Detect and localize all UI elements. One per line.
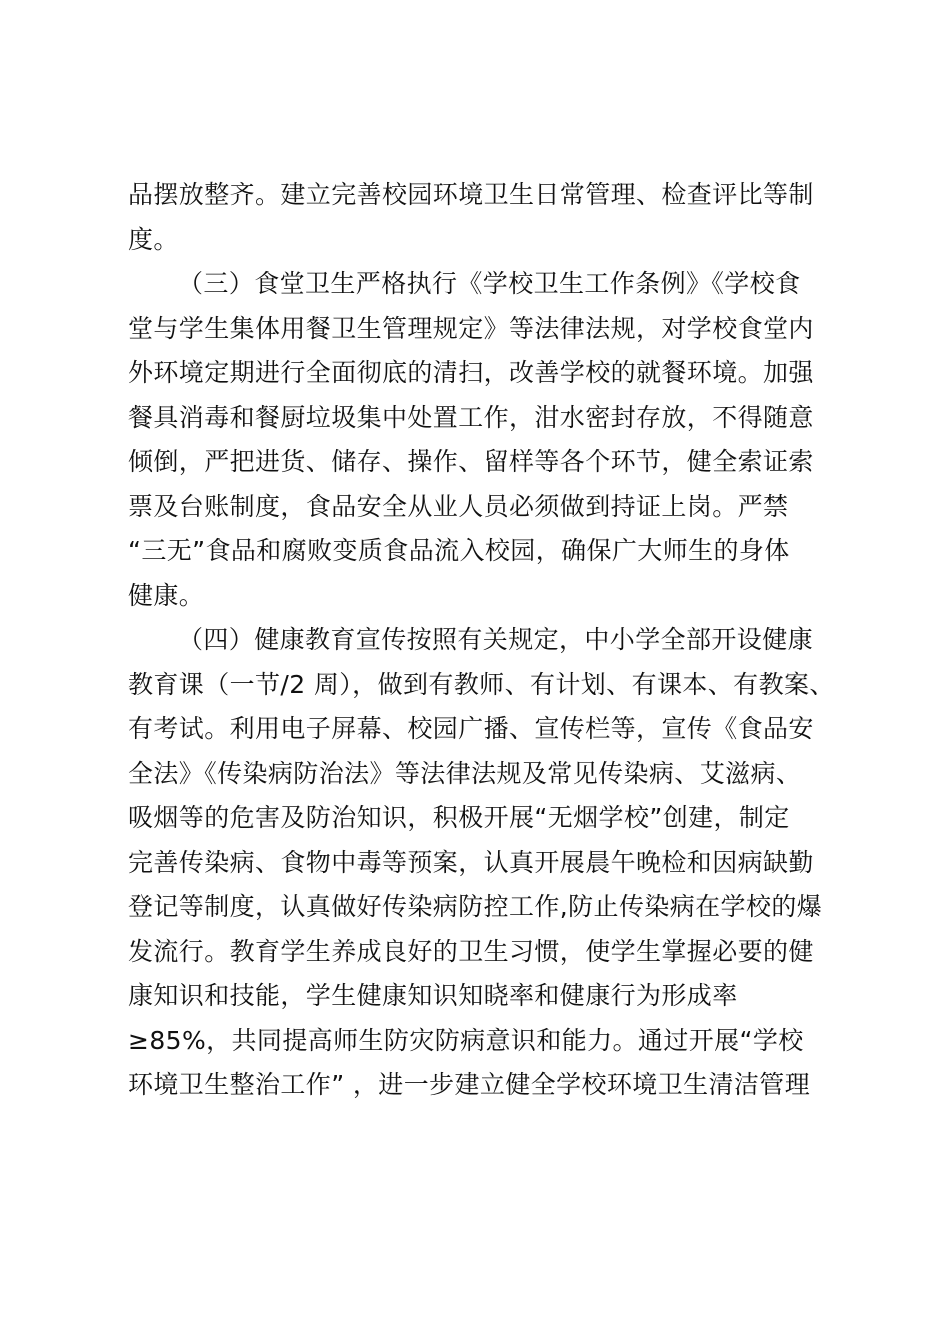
text-line: 有考试。利用电子屏幕、校园广播、宣传栏等，宣传《食品安 — [128, 714, 814, 743]
text-line: 餐具消毒和餐厨垃圾集中处置工作，泔水密封存放，不得随意 — [128, 403, 814, 432]
text-line: 教育课（一节/2 周），做到有教师、有计划、有课本、有教案、 — [128, 670, 835, 699]
text-line: 环境卫生整治工作” ，进一步建立健全学校环境卫生清洁管理 — [128, 1070, 811, 1099]
text-line: 完善传染病、食物中毒等预案，认真开展晨午晚检和因病缺勤 — [128, 848, 814, 877]
text-line: 品摆放整齐。建立完善校园环境卫生日常管理、检查评比等制 — [128, 180, 814, 209]
text-line: 度。 — [128, 225, 179, 254]
paragraph-heading-line: （三）食堂卫生严格执行《学校卫生工作条例》《学校食 — [178, 269, 801, 298]
text-line: 全法》《传染病防治法》等法律法规及常见传染病、艾滋病、 — [128, 759, 802, 788]
text-line: 外环境定期进行全面彻底的清扫，改善学校的就餐环境。加强 — [128, 358, 814, 387]
text-line: 堂与学生集体用餐卫生管理规定》等法律法规，对学校食堂内 — [128, 314, 814, 343]
text-line: 登记等制度，认真做好传染病防控工作,防止传染病在学校的爆 — [128, 892, 823, 921]
text-line: 发流行。教育学生养成良好的卫生习惯，使学生掌握必要的健 — [128, 937, 814, 966]
text-line: 吸烟等的危害及防治知识，积极开展“无烟学校”创建，制定 — [128, 803, 790, 832]
text-line: 倾倒，严把进货、储存、操作、留样等各个环节，健全索证索 — [128, 447, 814, 476]
paragraph-heading-line: （四）健康教育宣传按照有关规定，中小学全部开设健康 — [178, 625, 814, 654]
text-line: ≥85%，共同提高师生防灾防病意识和能力。通过开展“学校 — [128, 1026, 804, 1055]
text-line: 健康。 — [128, 581, 205, 610]
text-line: 康知识和技能，学生健康知识知晓率和健康行为形成率 — [128, 981, 738, 1010]
text-line: 票及台账制度，食品安全从业人员必须做到持证上岗。严禁 — [128, 492, 789, 521]
text-line: “三无”食品和腐败变质食品流入校园，确保广大师生的身体 — [128, 536, 790, 565]
